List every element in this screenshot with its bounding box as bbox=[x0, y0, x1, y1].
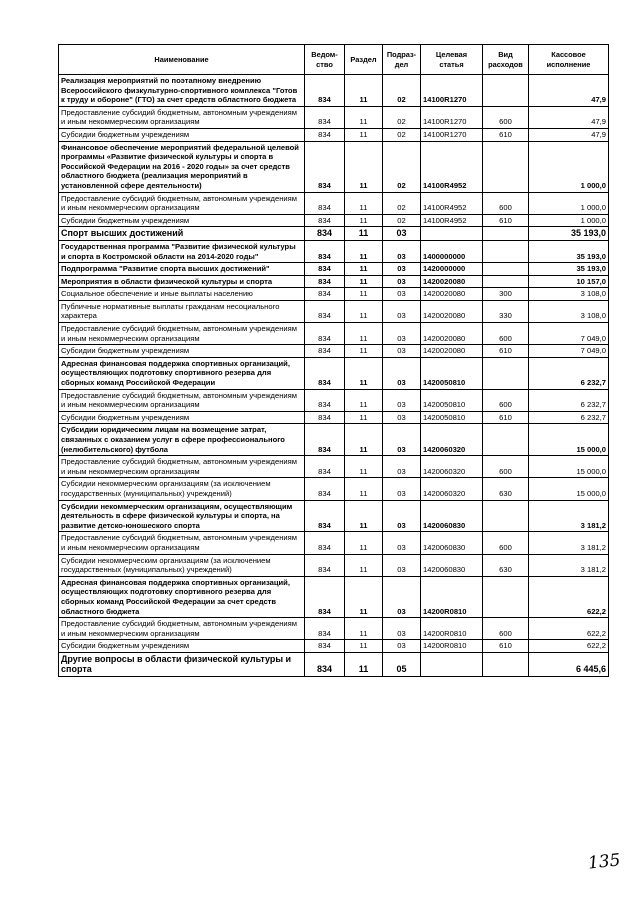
cell-dept: 834 bbox=[305, 424, 345, 456]
cell-subsection: 03 bbox=[383, 357, 421, 389]
header-name: Наименование bbox=[59, 45, 305, 75]
cell-name: Субсидии бюджетным учреждениям bbox=[59, 640, 305, 653]
table-row bbox=[59, 288, 609, 301]
cell-target: 1420060320 bbox=[421, 478, 483, 500]
cell-exp-type bbox=[483, 227, 529, 241]
budget-table bbox=[58, 44, 609, 677]
cell-dept: 834 bbox=[305, 554, 345, 576]
cell-cash: 6 232,7 bbox=[529, 357, 609, 389]
cell-dept: 834 bbox=[305, 532, 345, 554]
cell-subsection: 02 bbox=[383, 128, 421, 141]
cell-dept: 834 bbox=[305, 214, 345, 227]
cell-dept: 834 bbox=[305, 500, 345, 532]
cell-target: 1420020080 bbox=[421, 323, 483, 345]
cell-section: 11 bbox=[345, 227, 383, 241]
cell-exp-type: 330 bbox=[483, 300, 529, 322]
cell-exp-type bbox=[483, 652, 529, 676]
cell-dept: 834 bbox=[305, 411, 345, 424]
cell-exp-type: 630 bbox=[483, 478, 529, 500]
table-row bbox=[59, 554, 609, 576]
cell-cash: 15 000,0 bbox=[529, 478, 609, 500]
cell-target: 1420060320 bbox=[421, 456, 483, 478]
cell-section: 11 bbox=[345, 652, 383, 676]
cell-cash: 3 181,2 bbox=[529, 554, 609, 576]
cell-cash: 3 108,0 bbox=[529, 300, 609, 322]
table-row bbox=[59, 300, 609, 322]
cell-target: 1420020080 bbox=[421, 345, 483, 358]
cell-cash: 1 000,0 bbox=[529, 141, 609, 192]
cell-exp-type: 610 bbox=[483, 640, 529, 653]
cell-subsection: 03 bbox=[383, 554, 421, 576]
cell-name: Спорт высших достижений bbox=[59, 227, 305, 241]
table-header-row bbox=[59, 45, 609, 75]
table-row bbox=[59, 141, 609, 192]
cell-subsection: 03 bbox=[383, 532, 421, 554]
cell-exp-type bbox=[483, 576, 529, 617]
cell-cash: 10 157,0 bbox=[529, 275, 609, 288]
table-row bbox=[59, 532, 609, 554]
cell-target: 14100R1270 bbox=[421, 128, 483, 141]
cell-subsection: 02 bbox=[383, 214, 421, 227]
cell-dept: 834 bbox=[305, 323, 345, 345]
cell-section: 11 bbox=[345, 263, 383, 276]
cell-subsection: 03 bbox=[383, 275, 421, 288]
cell-dept: 834 bbox=[305, 240, 345, 262]
cell-dept: 834 bbox=[305, 275, 345, 288]
cell-dept: 834 bbox=[305, 128, 345, 141]
table-row bbox=[59, 275, 609, 288]
page-number: 135 bbox=[587, 850, 622, 874]
cell-cash: 622,2 bbox=[529, 618, 609, 640]
cell-exp-type: 610 bbox=[483, 345, 529, 358]
cell-section: 11 bbox=[345, 141, 383, 192]
cell-section: 11 bbox=[345, 532, 383, 554]
table-row bbox=[59, 345, 609, 358]
cell-target: 14200R0810 bbox=[421, 576, 483, 617]
cell-subsection: 03 bbox=[383, 456, 421, 478]
table-body bbox=[59, 75, 609, 677]
table-row bbox=[59, 263, 609, 276]
cell-dept: 834 bbox=[305, 141, 345, 192]
cell-section: 11 bbox=[345, 554, 383, 576]
table-row bbox=[59, 652, 609, 676]
table-row bbox=[59, 192, 609, 214]
cell-target: 14100R1270 bbox=[421, 106, 483, 128]
cell-exp-type bbox=[483, 240, 529, 262]
cell-exp-type: 600 bbox=[483, 106, 529, 128]
table-row bbox=[59, 500, 609, 532]
cell-exp-type: 600 bbox=[483, 532, 529, 554]
cell-cash: 7 049,0 bbox=[529, 323, 609, 345]
cell-section: 11 bbox=[345, 240, 383, 262]
cell-name: Реализация мероприятий по поэтапному внедрению Всероссийского физкультурно-спортивного комплекса "Готов к труду и обороне" (ГТО) за счет средств областного бюджета bbox=[59, 75, 305, 107]
cell-cash: 6 232,7 bbox=[529, 411, 609, 424]
table-row bbox=[59, 478, 609, 500]
cell-cash: 3 181,2 bbox=[529, 532, 609, 554]
cell-cash: 47,9 bbox=[529, 106, 609, 128]
cell-dept: 834 bbox=[305, 618, 345, 640]
cell-subsection: 02 bbox=[383, 75, 421, 107]
cell-dept: 834 bbox=[305, 357, 345, 389]
cell-dept: 834 bbox=[305, 389, 345, 411]
cell-dept: 834 bbox=[305, 652, 345, 676]
cell-dept: 834 bbox=[305, 300, 345, 322]
cell-target: 14200R0810 bbox=[421, 618, 483, 640]
cell-exp-type bbox=[483, 75, 529, 107]
cell-section: 11 bbox=[345, 128, 383, 141]
cell-exp-type bbox=[483, 500, 529, 532]
cell-name: Другие вопросы в области физической культуры и спорта bbox=[59, 652, 305, 676]
cell-cash: 35 193,0 bbox=[529, 263, 609, 276]
cell-section: 11 bbox=[345, 576, 383, 617]
cell-name: Субсидии некоммерческим организациям (за исключением государственных (муниципальных) учреждений) bbox=[59, 554, 305, 576]
cell-target: 1420050810 bbox=[421, 357, 483, 389]
table-row bbox=[59, 214, 609, 227]
cell-name: Предоставление субсидий бюджетным, автономным учреждениям и иным некоммерческим организациям bbox=[59, 106, 305, 128]
cell-exp-type bbox=[483, 357, 529, 389]
cell-target: 1420060830 bbox=[421, 532, 483, 554]
cell-target: 1420060830 bbox=[421, 500, 483, 532]
cell-subsection: 03 bbox=[383, 288, 421, 301]
cell-name: Субсидии бюджетным учреждениям bbox=[59, 128, 305, 141]
header-target: Целевая статья bbox=[421, 45, 483, 75]
cell-name: Предоставление субсидий бюджетным, автономным учреждениям и иным некоммерческим организациям bbox=[59, 323, 305, 345]
table-row bbox=[59, 424, 609, 456]
table-row bbox=[59, 323, 609, 345]
cell-target: 1420050810 bbox=[421, 389, 483, 411]
cell-section: 11 bbox=[345, 345, 383, 358]
cell-section: 11 bbox=[345, 424, 383, 456]
cell-section: 11 bbox=[345, 618, 383, 640]
table-row bbox=[59, 618, 609, 640]
cell-exp-type: 600 bbox=[483, 618, 529, 640]
cell-dept: 834 bbox=[305, 75, 345, 107]
cell-name: Субсидии бюджетным учреждениям bbox=[59, 214, 305, 227]
header-cash: Кассовое исполнение bbox=[529, 45, 609, 75]
cell-subsection: 03 bbox=[383, 576, 421, 617]
cell-dept: 834 bbox=[305, 576, 345, 617]
cell-target: 1420020080 bbox=[421, 288, 483, 301]
cell-name: Субсидии бюджетным учреждениям bbox=[59, 411, 305, 424]
cell-subsection: 03 bbox=[383, 240, 421, 262]
cell-target: 1400000000 bbox=[421, 240, 483, 262]
cell-target: 1420050810 bbox=[421, 411, 483, 424]
cell-name: Субсидии юридическим лицам на возмещение затрат, связанных с оказанием услуг в сфере профессионального (нелюбительского) футбола bbox=[59, 424, 305, 456]
cell-section: 11 bbox=[345, 106, 383, 128]
table-row bbox=[59, 128, 609, 141]
cell-name: Предоставление субсидий бюджетным, автономным учреждениям и иным некоммерческим организациям bbox=[59, 389, 305, 411]
table-row bbox=[59, 75, 609, 107]
cell-cash: 47,9 bbox=[529, 75, 609, 107]
cell-name: Предоставление субсидий бюджетным, автономным учреждениям и иным некоммерческим организациям bbox=[59, 456, 305, 478]
cell-subsection: 03 bbox=[383, 500, 421, 532]
cell-cash: 35 193,0 bbox=[529, 227, 609, 241]
cell-name: Мероприятия в области физической культуры и спорта bbox=[59, 275, 305, 288]
cell-target: 14200R0810 bbox=[421, 640, 483, 653]
cell-section: 11 bbox=[345, 456, 383, 478]
cell-subsection: 03 bbox=[383, 263, 421, 276]
cell-cash: 3 108,0 bbox=[529, 288, 609, 301]
cell-target: 14100R1270 bbox=[421, 75, 483, 107]
cell-name: Государственная программа "Развитие физической культуры и спорта в Костромской области на 2014-2020 годы" bbox=[59, 240, 305, 262]
cell-dept: 834 bbox=[305, 263, 345, 276]
cell-exp-type: 600 bbox=[483, 323, 529, 345]
table-row bbox=[59, 576, 609, 617]
table-row bbox=[59, 640, 609, 653]
cell-target: 14100R4952 bbox=[421, 192, 483, 214]
cell-cash: 1 000,0 bbox=[529, 214, 609, 227]
cell-exp-type: 600 bbox=[483, 389, 529, 411]
cell-name: Подпрограмма "Развитие спорта высших достижений" bbox=[59, 263, 305, 276]
cell-cash: 622,2 bbox=[529, 576, 609, 617]
cell-section: 11 bbox=[345, 478, 383, 500]
cell-section: 11 bbox=[345, 275, 383, 288]
cell-exp-type: 610 bbox=[483, 411, 529, 424]
header-section: Раздел bbox=[345, 45, 383, 75]
cell-cash: 7 049,0 bbox=[529, 345, 609, 358]
cell-subsection: 03 bbox=[383, 640, 421, 653]
cell-target: 1420020080 bbox=[421, 300, 483, 322]
cell-subsection: 03 bbox=[383, 618, 421, 640]
cell-subsection: 02 bbox=[383, 106, 421, 128]
cell-target: 1420060320 bbox=[421, 424, 483, 456]
cell-section: 11 bbox=[345, 500, 383, 532]
cell-dept: 834 bbox=[305, 478, 345, 500]
cell-section: 11 bbox=[345, 214, 383, 227]
cell-section: 11 bbox=[345, 300, 383, 322]
cell-exp-type: 600 bbox=[483, 192, 529, 214]
cell-subsection: 02 bbox=[383, 141, 421, 192]
cell-name: Субсидии бюджетным учреждениям bbox=[59, 345, 305, 358]
cell-subsection: 03 bbox=[383, 345, 421, 358]
cell-dept: 834 bbox=[305, 192, 345, 214]
cell-subsection: 05 bbox=[383, 652, 421, 676]
table-row bbox=[59, 240, 609, 262]
cell-exp-type: 610 bbox=[483, 214, 529, 227]
cell-section: 11 bbox=[345, 323, 383, 345]
cell-cash: 47,9 bbox=[529, 128, 609, 141]
cell-target: 1420060830 bbox=[421, 554, 483, 576]
cell-name: Публичные нормативные выплаты гражданам несоциального характера bbox=[59, 300, 305, 322]
cell-name: Финансовое обеспечение мероприятий федеральной целевой программы «Развитие физической культуры и спорта в Российской Федерации на 2016 - 2020 годы» за счет средств областного бюджета (реализация мероприятий в установленной сфере деятельности) bbox=[59, 141, 305, 192]
cell-name: Адресная финансовая поддержка спортивных организаций, осуществляющих подготовку спортивного резерва для сборных команд Российской Федерации bbox=[59, 357, 305, 389]
cell-dept: 834 bbox=[305, 288, 345, 301]
cell-name: Адресная финансовая поддержка спортивных организаций, осуществляющих подготовку спортивного резерва для сборных команд Российской Федерации за счет средств областного бюджета bbox=[59, 576, 305, 617]
cell-section: 11 bbox=[345, 640, 383, 653]
cell-dept: 834 bbox=[305, 640, 345, 653]
cell-dept: 834 bbox=[305, 227, 345, 241]
cell-target: 14100R4952 bbox=[421, 141, 483, 192]
header-exp-type: Вид расходов bbox=[483, 45, 529, 75]
cell-cash: 6 445,6 bbox=[529, 652, 609, 676]
cell-name: Предоставление субсидий бюджетным, автономным учреждениям и иным некоммерческим организациям bbox=[59, 618, 305, 640]
cell-target: 1420000000 bbox=[421, 263, 483, 276]
cell-section: 11 bbox=[345, 75, 383, 107]
cell-cash: 3 181,2 bbox=[529, 500, 609, 532]
header-subsection: Подраз-дел bbox=[383, 45, 421, 75]
table-row bbox=[59, 106, 609, 128]
cell-dept: 834 bbox=[305, 106, 345, 128]
cell-section: 11 bbox=[345, 389, 383, 411]
cell-cash: 622,2 bbox=[529, 640, 609, 653]
cell-exp-type: 600 bbox=[483, 456, 529, 478]
table-row bbox=[59, 357, 609, 389]
cell-name: Предоставление субсидий бюджетным, автономным учреждениям и иным некоммерческим организациям bbox=[59, 532, 305, 554]
cell-name: Социальное обеспечение и иные выплаты населению bbox=[59, 288, 305, 301]
cell-subsection: 03 bbox=[383, 227, 421, 241]
cell-dept: 834 bbox=[305, 456, 345, 478]
cell-exp-type bbox=[483, 141, 529, 192]
cell-target: 14100R4952 bbox=[421, 214, 483, 227]
cell-subsection: 03 bbox=[383, 323, 421, 345]
cell-exp-type: 610 bbox=[483, 128, 529, 141]
table-row bbox=[59, 456, 609, 478]
cell-target: 1420020080 bbox=[421, 275, 483, 288]
cell-section: 11 bbox=[345, 288, 383, 301]
cell-subsection: 02 bbox=[383, 192, 421, 214]
table-row bbox=[59, 227, 609, 241]
header-dept: Ведом-ство bbox=[305, 45, 345, 75]
cell-exp-type: 630 bbox=[483, 554, 529, 576]
cell-cash: 15 000,0 bbox=[529, 456, 609, 478]
cell-cash: 35 193,0 bbox=[529, 240, 609, 262]
cell-cash: 1 000,0 bbox=[529, 192, 609, 214]
cell-subsection: 03 bbox=[383, 411, 421, 424]
cell-target bbox=[421, 227, 483, 241]
cell-dept: 834 bbox=[305, 345, 345, 358]
cell-cash: 15 000,0 bbox=[529, 424, 609, 456]
cell-name: Субсидии некоммерческим организациям (за исключением государственных (муниципальных) учреждений) bbox=[59, 478, 305, 500]
cell-exp-type bbox=[483, 424, 529, 456]
cell-section: 11 bbox=[345, 411, 383, 424]
cell-exp-type bbox=[483, 263, 529, 276]
cell-target bbox=[421, 652, 483, 676]
cell-subsection: 03 bbox=[383, 424, 421, 456]
cell-exp-type: 300 bbox=[483, 288, 529, 301]
cell-section: 11 bbox=[345, 192, 383, 214]
cell-subsection: 03 bbox=[383, 300, 421, 322]
cell-subsection: 03 bbox=[383, 478, 421, 500]
cell-cash: 6 232,7 bbox=[529, 389, 609, 411]
table-row bbox=[59, 411, 609, 424]
cell-exp-type bbox=[483, 275, 529, 288]
cell-name: Предоставление субсидий бюджетным, автономным учреждениям и иным некоммерческим организациям bbox=[59, 192, 305, 214]
table-row bbox=[59, 389, 609, 411]
cell-section: 11 bbox=[345, 357, 383, 389]
cell-subsection: 03 bbox=[383, 389, 421, 411]
cell-name: Субсидии некоммерческим организациям, осуществляющим деятельность в сфере физической культуры и спорта, на развитие детско-юношеского спорта bbox=[59, 500, 305, 532]
